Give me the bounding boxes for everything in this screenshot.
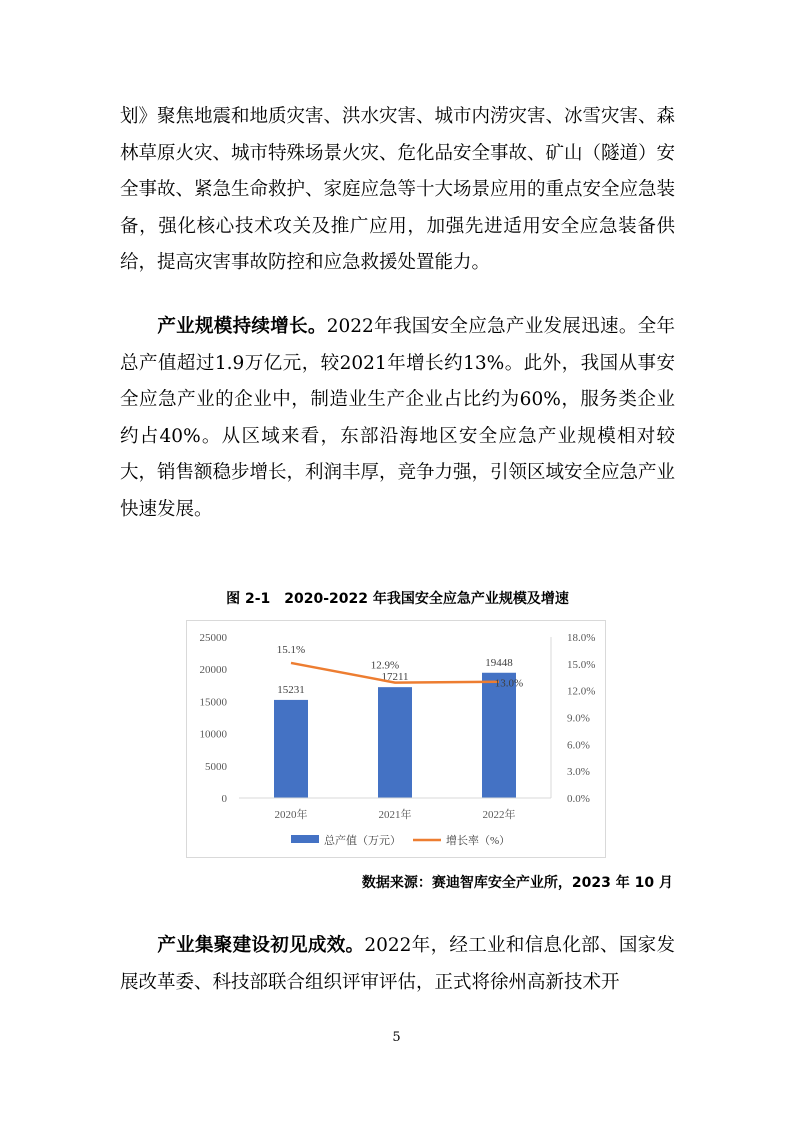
paragraph-cluster-text: 2022年，经工业和信息化部、国家发展改革委、科技部联合组织评审评估，正式将徐州高新技术开 <box>120 935 675 993</box>
y-tick-label: 10000 <box>199 728 227 741</box>
paragraph-heading-scale: 产业规模持续增长。 <box>157 316 327 337</box>
industry-scale-chart <box>187 621 605 857</box>
line-label: 13.0% <box>494 677 524 690</box>
y2-tick-label: 18.0% <box>567 632 596 644</box>
line-label: 15.1% <box>276 643 306 656</box>
legend-swatch-bar <box>291 835 319 843</box>
y-tick-label: 0 <box>221 793 227 805</box>
paragraph-industry-scale <box>120 309 675 528</box>
y-tick-label: 5000 <box>205 760 227 773</box>
x-tick-label: 2020年 <box>274 809 308 821</box>
y2-tick-label: 15.0% <box>567 658 596 671</box>
y2-tick-label: 9.0% <box>567 712 590 725</box>
page-number: 5 <box>392 1030 401 1045</box>
bar-label: 19448 <box>485 656 513 669</box>
paragraph-industry-cluster <box>120 928 675 1001</box>
figure-number: 图 2-1 <box>226 591 271 607</box>
x-tick-label: 2022年 <box>482 809 516 821</box>
y2-tick-label: 3.0% <box>567 766 590 779</box>
chart-frame <box>186 620 606 858</box>
bar <box>274 700 308 798</box>
bar <box>378 687 412 798</box>
y-tick-label: 15000 <box>199 696 227 709</box>
bar <box>482 673 516 798</box>
legend-label: 增长率（%） <box>446 835 511 847</box>
figure-source: 数据来源：赛迪智库安全产业所，2023 年 10 月 <box>361 875 673 891</box>
y2-tick-label: 12.0% <box>567 685 596 698</box>
line-label: 12.9% <box>370 659 400 672</box>
y-tick-label: 20000 <box>199 664 227 677</box>
bar-label: 17211 <box>381 671 409 684</box>
bar-label: 15231 <box>277 683 305 696</box>
paragraph-heading-cluster: 产业集聚建设初见成效。 <box>157 935 365 956</box>
y2-tick-label: 0.0% <box>567 793 590 805</box>
paragraph-disaster-scenarios: 划》聚焦地震和地质灾害、洪水灾害、城市内涝灾害、冰雪灾害、森林草原火灾、城市特殊场景火灾、危化品安全事故、矿山（隧道）安全事故、紧急生命救护、家庭应急等十大场景应用的重点安全应急装备，强化核心技术攻关及推广应用，加强先进适用安全应急装备供给，提高灾害事故防控和应急救援处置能力。 <box>120 106 676 273</box>
figure-title <box>120 588 675 608</box>
x-tick-label: 2021年 <box>378 809 412 821</box>
y-tick-label: 25000 <box>199 632 227 644</box>
legend-label: 总产值（万元） <box>324 835 401 847</box>
paragraph-scale-text: 2022年我国安全应急产业发展迅速。全年总产值超过1.9万亿元，较2021年增长约13%。此外，我国从事安全应急产业的企业中，制造业生产企业占比约为60%，服务类企业约占40%。从区域来看，东部沿海地区安全应急产业规模相对较大，销售额稳步增长，利润丰厚，竞争力强，引领区域安全应急产业快速发展。 <box>120 316 676 520</box>
y2-tick-label: 6.0% <box>567 739 590 752</box>
figure-title-text: 2020-2022 年我国安全应急产业规模及增速 <box>284 591 569 607</box>
